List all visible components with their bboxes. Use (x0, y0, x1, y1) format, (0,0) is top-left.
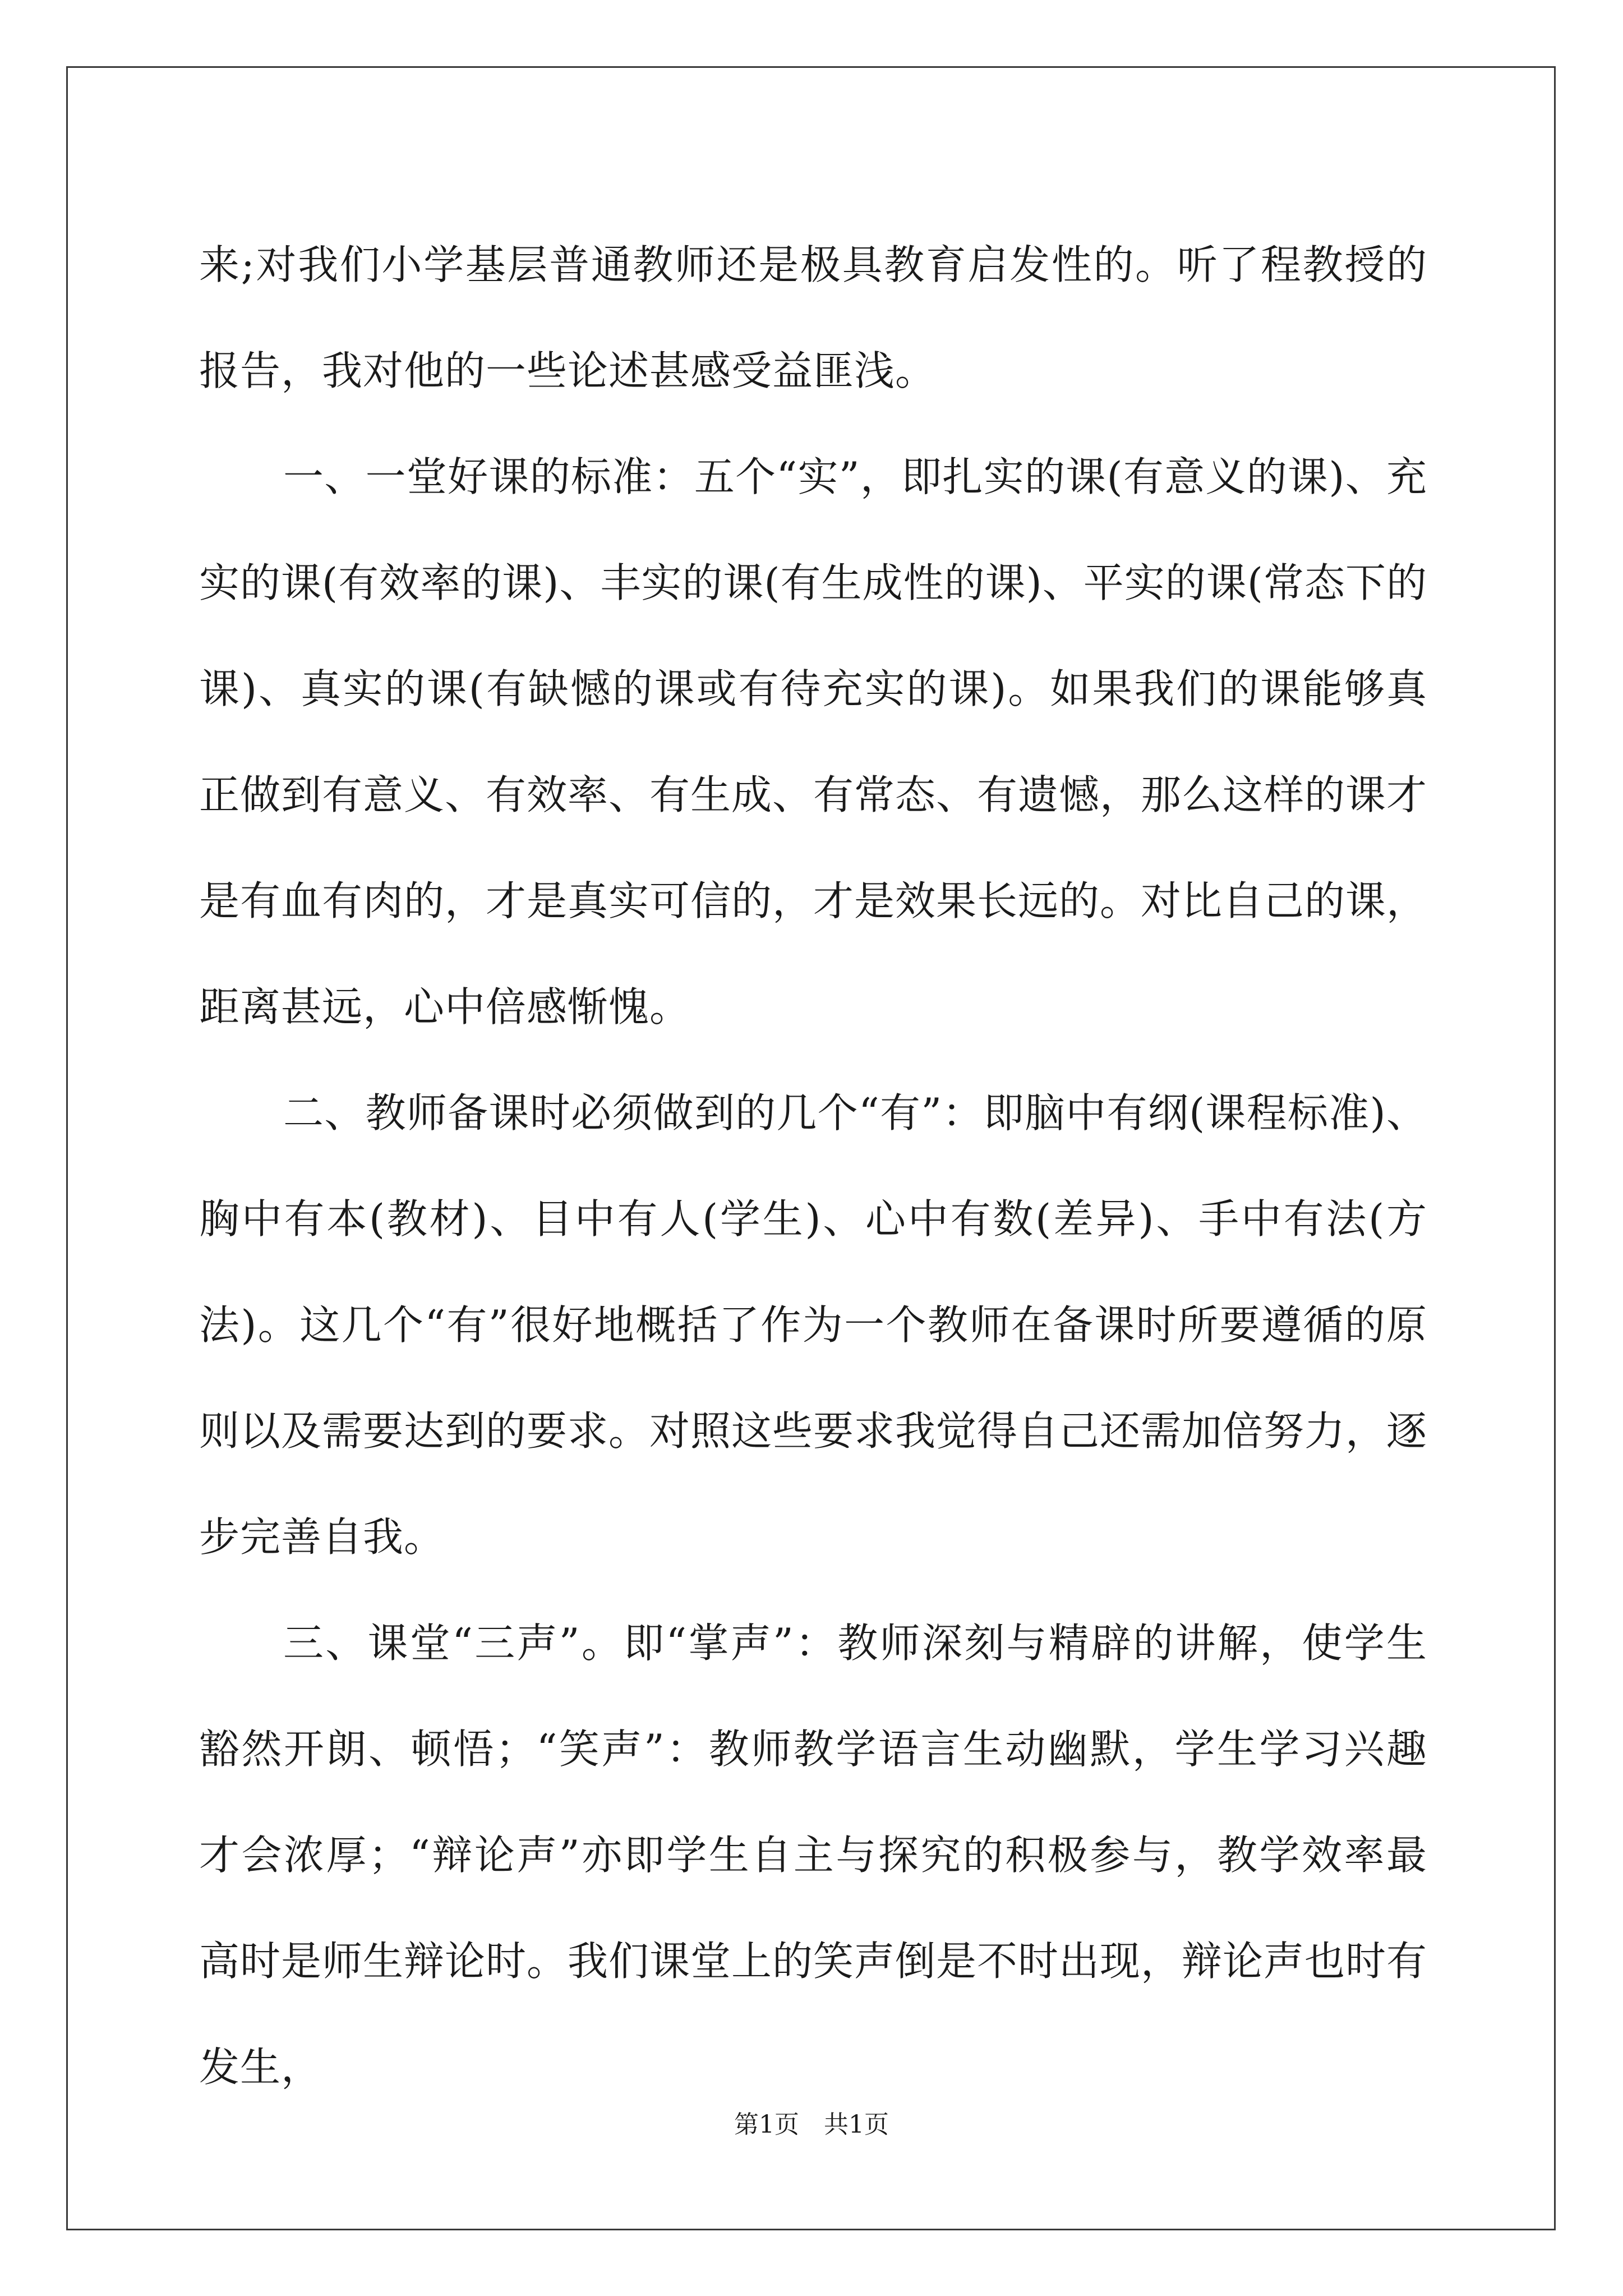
paragraph-point-2: 二、教师备课时必须做到的几个“有”：即脑中有纲(课程标准)、胸中有本(教材)、目中有人(学生)、心中有数(差异)、手中有法(方法)。这几个“有”很好地概括了作为一个教师在备课时所要遵循的原则以及需要达到的要求。对照这些要求我觉得自己还需加倍努力，逐步完善自我。 (199, 1089, 1428, 1561)
paragraph-point-3: 三、课堂“三声”。即“掌声”：教师深刻与精辟的讲解，使学生豁然开朗、顿悟；“笑声”：教师教学语言生动幽默，学生学习兴趣才会浓厚；“辩论声”亦即学生自主与探究的积极参与，教学效率最高时是师生辩论时。我们课堂上的笑声倒是不时出现，辩论声也时有发生， (199, 1619, 1428, 2091)
paragraph-point-1: 一、一堂好课的标准：五个“实”，即扎实的课(有意义的课)、充实的课(有效率的课)、丰实的课(有生成性的课)、平实的课(常态下的课)、真实的课(有缺憾的课或有待充实的课)。如果我们的课能够真正做到有意义、有效率、有生成、有常态、有遗憾，那么这样的课才是有血有肉的，才是真实可信的，才是效果长远的。对比自己的课，距离甚远，心中倍感惭愧。 (199, 453, 1428, 1030)
page-number-footer: 第1页 共1页 (734, 2110, 889, 2139)
paragraph-intro: 来;对我们小学基层普通教师还是极具教育启发性的。听了程教授的报告，我对他的一些论述甚感受益匪浅。 (199, 241, 1427, 394)
document-body (199, 212, 1427, 2120)
